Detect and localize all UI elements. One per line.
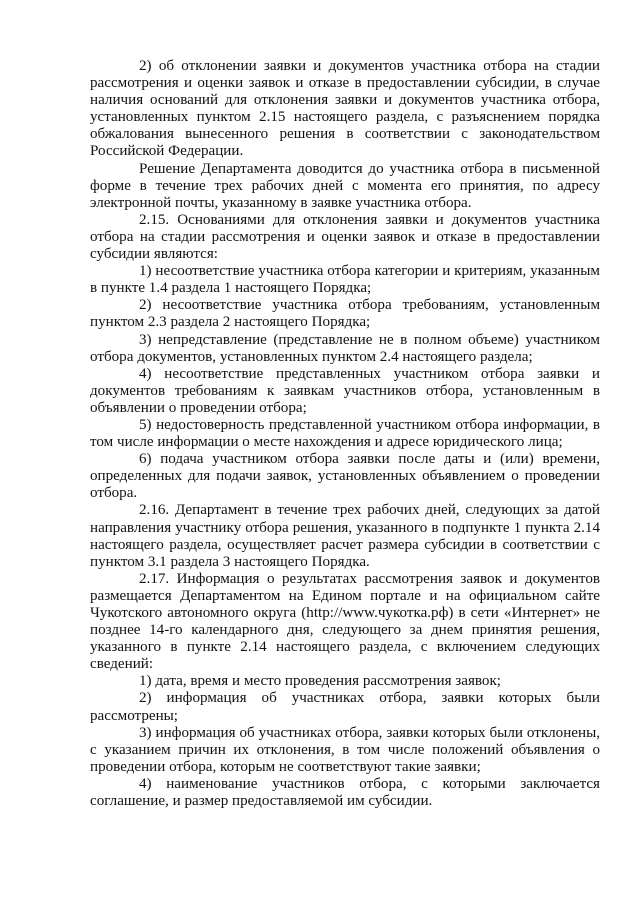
list-item-2-17-4: 4) наименование участников отбора, с которыми заключается соглашение, и размер предоставляемой им субсидии.	[90, 775, 600, 810]
paragraph-2-17: 2.17. Информация о результатах рассмотрения заявок и документов размещается Департаментом на Едином портале и на официальном сайте Чукотского автономного округа (http://www.чукотка.рф) в сети «Интернет» не позднее 14-го календарного дня, следующего за днем принятия решения, указанного в пункте 2.14 настоящего раздела, с включением следующих сведений:	[90, 570, 600, 673]
list-item-2-15-2: 2) несоответствие участника отбора требованиям, установленным пунктом 2.3 раздела 2 настоящего Порядка;	[90, 297, 600, 331]
list-item-2-17-1: 1) дата, время и место проведения рассмотрения заявок;	[139, 673, 501, 690]
list-item-2-17-3: 3) информация об участниках отбора, заявки которых были отклонены, с указанием причин их отклонения, в том числе положений объявления о проведении отбора, которым не соответствуют такие заявки;	[90, 724, 600, 775]
list-item-2-15-3: 3) непредставление (представление не в полном объеме) участником отбора документов, установленных пунктом 2.4 настоящего раздела;	[90, 331, 600, 365]
paragraph-2-15: 2.15. Основаниями для отклонения заявки и документов участника отбора на стадии рассмотрения и оценки заявок и отказе в предоставлении субсидии являются:	[90, 211, 600, 263]
paragraph-decision-notice: Решение Департамента доводится до участника отбора в письменной форме в течение трех рабочих дней с момента его принятия, по адресу электронной почты, указанному в заявке участника отбора.	[90, 160, 600, 211]
paragraph-rejection-decision: 2) об отклонении заявки и документов участника отбора на стадии рассмотрения и оценки заявок и отказе в предоставлении субсидии, в случае наличия оснований для отклонения заявки и документов участника отбора, установленных пунктом 2.15 настоящего раздела, с разъяснением порядка обжалования вынесенного решения в соответствии с законодательством Российской Федерации.	[90, 58, 600, 160]
list-item-2-15-5: 5) недостоверность представленной участником отбора информации, в том числе информации о месте нахождения и адресе юридического лица;	[90, 416, 600, 451]
list-item-2-17-2: 2) информация об участниках отбора, заявки которых были рассмотрены;	[90, 690, 600, 724]
paragraph-2-16: 2.16. Департамент в течение трех рабочих дней, следующих за датой направления участнику отбора решения, указанного в подпункте 1 пункта 2.14 настоящего раздела, осуществляет расчет размера субсидии в соответствии с пунктом 3.1 раздела 3 настоящего Порядка.	[90, 502, 600, 570]
list-item-2-15-1: 1) несоответствие участника отбора категории и критериям, указанным в пункте 1.4 раздела 1 настоящего Порядка;	[90, 263, 600, 297]
list-item-2-15-6: 6) подача участником отбора заявки после даты и (или) времени, определенных для подачи заявок, установленных объявлением о проведении отбора.	[90, 451, 600, 502]
list-item-2-15-4: 4) несоответствие представленных участником отбора заявки и документов требованиям к заявкам участников отбора, установленным в объявлении о проведении отбора;	[90, 365, 600, 416]
